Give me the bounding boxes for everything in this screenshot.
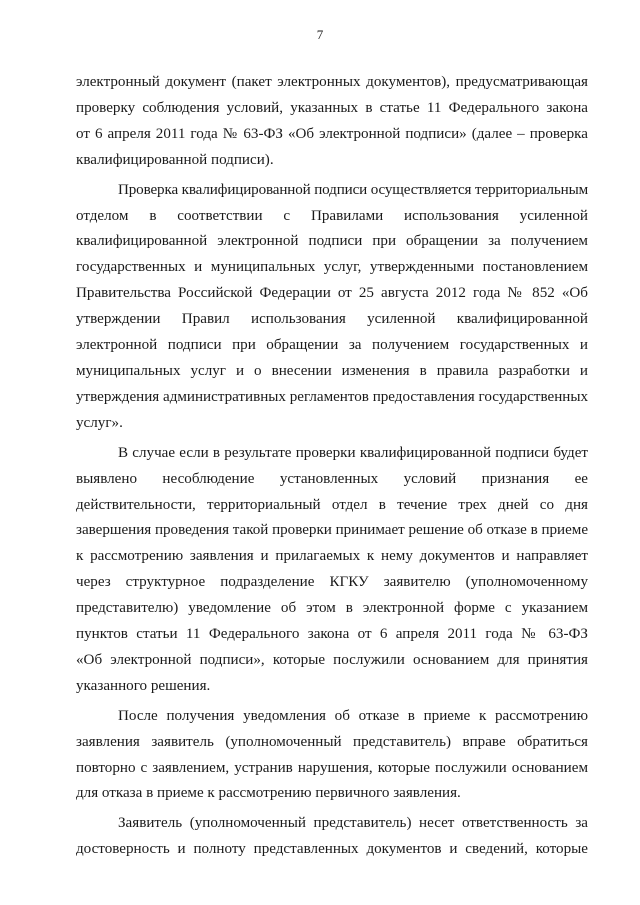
text-line: повторно с заявлением, устранив нарушения, которые послужили основанием [76,759,588,776]
text-line: государственных и муниципальных услуг, утвержденными постановлением [76,259,588,276]
text-line: Заявитель (уполномоченный представитель) несет ответственность за [118,815,588,832]
text-line: отделом в соответствии с Правилами использования усиленной [76,207,588,224]
page-number: 7 [316,27,324,42]
text-line: утверждении Правил использования усиленной квалифицированной [76,311,588,328]
text-line: утверждения административных регламентов предоставления государственных [76,388,589,405]
text-line: указанного решения. [76,677,211,694]
text-line: В случае если в результате проверки квалифицированной подписи будет [118,444,588,461]
paragraph [76,704,588,808]
paragraph [76,441,588,700]
text-line: достоверность и полноту представленных документов и сведений, которые [76,841,588,858]
text-line: Правительства Российской Федерации от 25 августа 2012 года № 852 «Об [76,285,588,302]
text-line: электронный документ (пакет электронных документов), предусматривающая [76,74,588,90]
text-line: завершения проведения такой проверки принимает решение об отказе в приеме [76,522,589,539]
text-line: представителю) уведомление об этом в электронной форме с указанием [76,600,588,617]
text-line: После получения уведомления об отказе в приеме к рассмотрению [118,707,588,724]
text-line: заявления заявитель (уполномоченный представитель) вправе обратиться [76,733,588,750]
text-line: проверку соблюдения условий, указанных в статье 11 Федерального закона [76,99,588,116]
text-line: к рассмотрению заявления и прилагаемых к нему документов и направляет [76,548,588,565]
text-line: квалифицированной электронной подписи при обращении за получением [76,233,588,250]
document-body [76,70,588,867]
text-line: через структурное подразделение КГКУ заявителю (уполномоченному [76,574,588,591]
text-line: «Об электронной подписи», которые послужили основанием для принятия [76,651,588,668]
text-line: квалифицированной подписи). [76,151,274,168]
text-line: Проверка квалифицированной подписи осуществляется территориальным [118,181,589,198]
text-line: действительности, территориальный отдел в течение трех дней со дня [76,496,588,513]
text-line: от 6 апреля 2011 года № 63-ФЗ «Об электронной подписи» (далее – проверка [76,125,588,142]
text-line: услуг». [76,414,123,431]
paragraph [76,178,588,437]
text-line: электронной подписи при обращении за получением государственных и [76,337,588,354]
text-line: пунктов статьи 11 Федерального закона от 6 апреля 2011 года № 63-ФЗ [76,626,588,643]
paragraph [76,811,588,863]
text-line: для отказа в приеме к рассмотрению первичного заявления. [76,785,461,802]
paragraph [76,70,588,174]
text-line: муниципальных услуг и о внесении изменения в правила разработки и [76,362,588,379]
text-line: выявлено несоблюдение установленных условий признания ее [76,470,588,487]
